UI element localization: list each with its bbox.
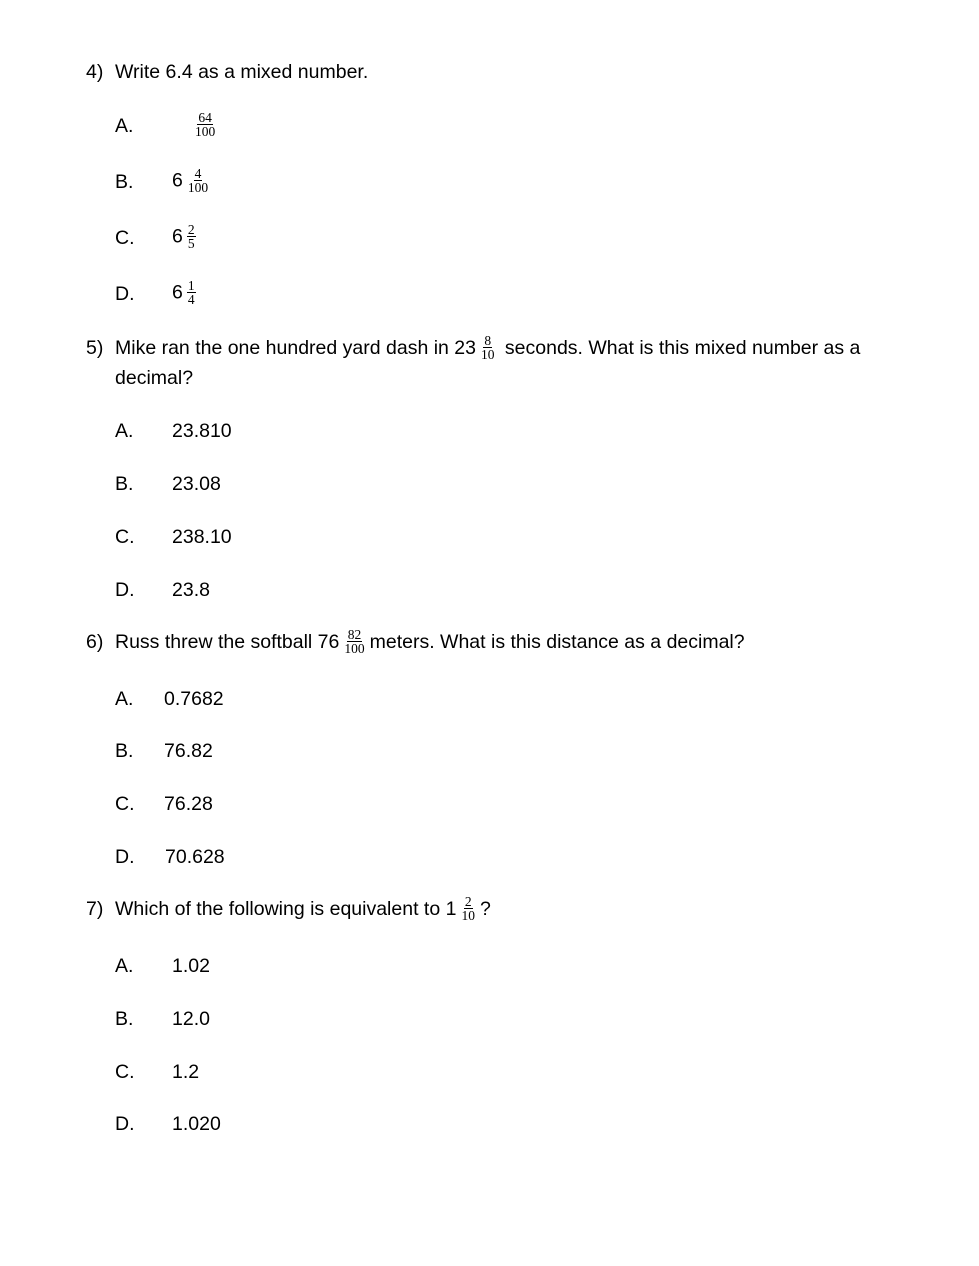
question-7-option-a-letter: A.	[115, 955, 134, 977]
question-6-text: Russ threw the softball 76 $\frac{82}{100}$ meters. What is this distance as a decimal?	[115, 627, 745, 657]
whole-number: 6	[172, 225, 183, 248]
question-7-option-b[interactable]: 12.0	[172, 1008, 210, 1030]
question-7-option-d[interactable]: 1.020	[172, 1113, 221, 1135]
question-5-option-c-letter: C.	[115, 526, 135, 548]
fraction: $\frac{64}{100}$	[195, 110, 216, 139]
question-6-option-d[interactable]: 70.628	[165, 846, 225, 868]
fraction: $\frac{82}{100}$	[344, 627, 365, 657]
question-4-number: 4)	[86, 61, 104, 83]
question-5-option-a[interactable]: 23.810	[172, 420, 232, 442]
fraction: $\frac{8}{10}$	[481, 333, 495, 363]
question-6-option-a-letter: A.	[115, 688, 134, 710]
question-5-text-line2: decimal?	[115, 367, 194, 389]
question-7-text: Which of the following is equivalent to 1 $\frac{2}{10}$ ?	[115, 894, 491, 924]
question-4-option-d-letter: D.	[115, 283, 135, 305]
whole-number: 6	[172, 281, 183, 304]
question-7-option-b-letter: B.	[115, 1008, 134, 1030]
question-4-text: Write 6.4 as a mixed number.	[115, 61, 369, 83]
question-4-option-b[interactable]	[172, 168, 213, 195]
question-6-option-b-letter: B.	[115, 740, 134, 762]
fraction: $\frac{4}{100}$	[187, 166, 209, 195]
question-7-number: 7)	[86, 898, 104, 920]
question-5-text: Mike ran the one hundred yard dash in 23 $\frac{8}{10}$ seconds. What is this mixed number as a	[115, 333, 861, 363]
question-4-option-c[interactable]	[172, 224, 200, 251]
question-5-option-d-letter: D.	[115, 579, 135, 601]
question-5-number: 5)	[86, 337, 104, 359]
fraction: $\frac{2}{5}$	[187, 222, 195, 251]
question-5-option-b[interactable]: 23.08	[172, 473, 221, 495]
question-4-option-a[interactable]	[190, 112, 220, 139]
whole-number: 6	[172, 169, 183, 192]
question-7-option-c-letter: C.	[115, 1061, 135, 1083]
question-6-number: 6)	[86, 631, 104, 653]
question-7-option-a[interactable]: 1.02	[172, 955, 210, 977]
question-6-option-c-letter: C.	[115, 793, 135, 815]
question-5-option-c[interactable]: 238.10	[172, 526, 232, 548]
question-5-option-a-letter: A.	[115, 420, 134, 442]
question-5-option-b-letter: B.	[115, 473, 134, 495]
question-6-option-c[interactable]: 76.28	[164, 793, 213, 815]
question-4-option-c-letter: C.	[115, 227, 135, 249]
question-4-option-d[interactable]	[172, 280, 200, 307]
question-6-option-a[interactable]: 0.7682	[164, 688, 224, 710]
question-5-option-d[interactable]: 23.8	[172, 579, 210, 601]
question-6-option-b[interactable]: 76.82	[164, 740, 213, 762]
question-4-option-b-letter: B.	[115, 171, 134, 193]
fraction: $\frac{1}{4}$	[187, 278, 195, 307]
question-6-option-d-letter: D.	[115, 846, 135, 868]
fraction: $\frac{2}{10}$	[461, 894, 475, 924]
question-4-option-a-letter: A.	[115, 115, 134, 137]
question-7-option-c[interactable]: 1.2	[172, 1061, 200, 1083]
question-7-option-d-letter: D.	[115, 1113, 135, 1135]
